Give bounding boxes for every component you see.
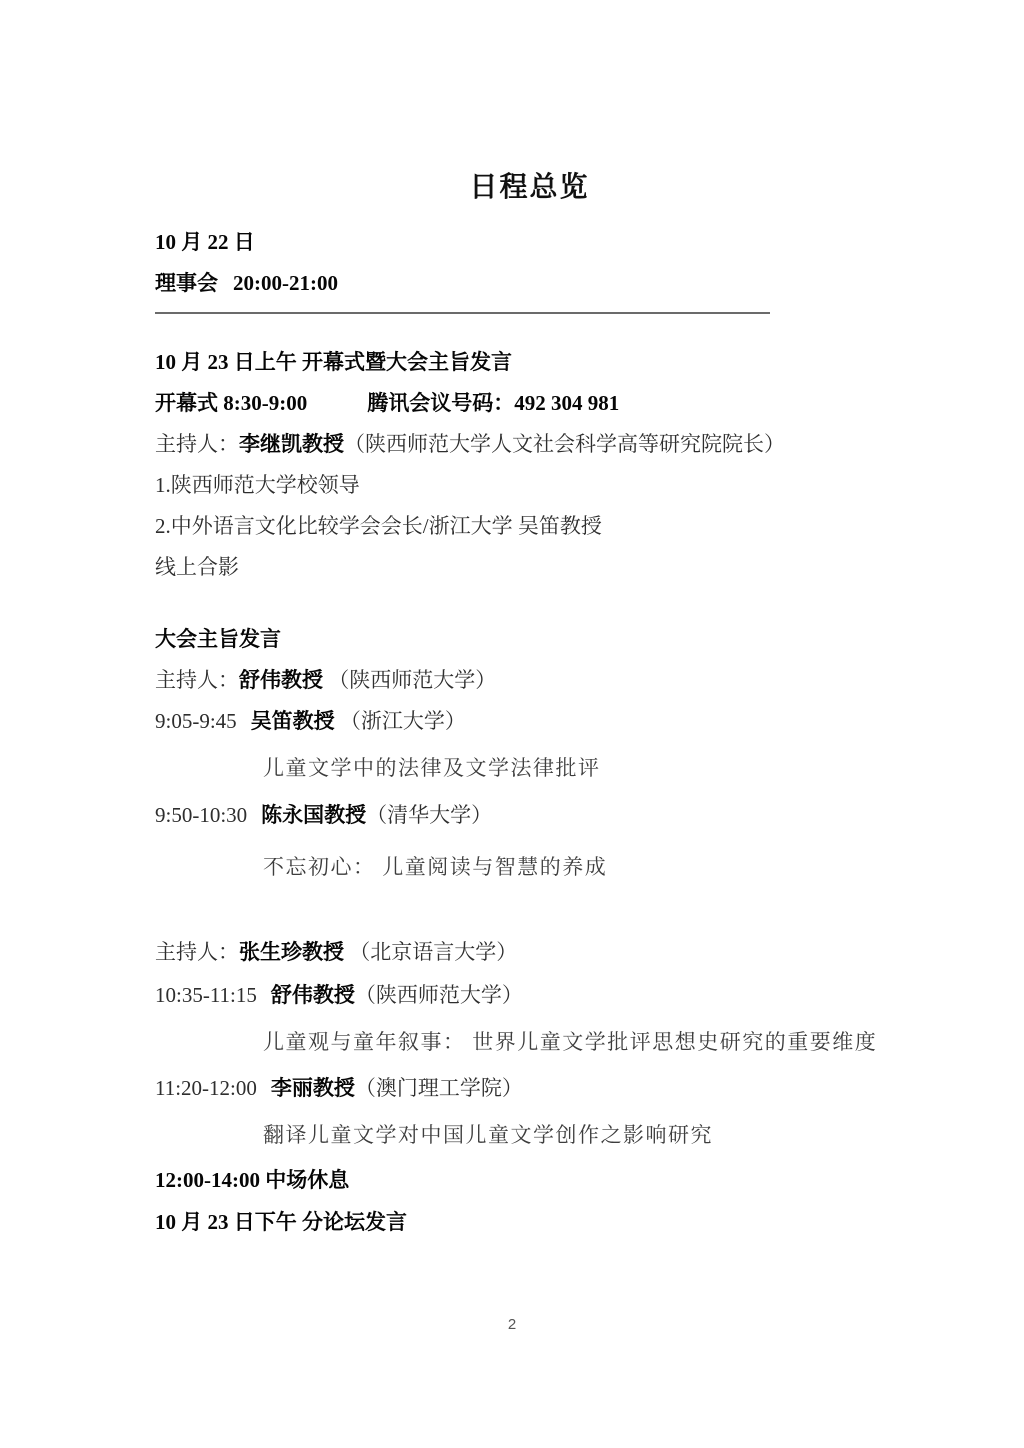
agenda-item-2: 2.中外语言文化比较学会会长/浙江大学 吴笛教授 [155, 514, 602, 538]
agenda-item-1: 1.陕西师范大学校领导 [155, 473, 360, 497]
host-name: 舒伟教授 [239, 668, 323, 692]
section-divider [155, 312, 770, 314]
talk-line [155, 701, 904, 742]
talk-time: 9:05-9:45 [155, 709, 237, 733]
host-name: 张生珍教授 [239, 940, 344, 964]
midday-break-line: 12:00-14:00 中场休息 [155, 1168, 350, 1192]
talk-line [155, 795, 904, 836]
talk-title: 儿童观与童年叙事： 世界儿童文学批评思想史研究的重要维度 [263, 1030, 878, 1054]
talk-title: 翻译儿童文学对中国儿童文学创作之影响研究 [263, 1123, 713, 1147]
council-time: 20:00-21:00 [233, 271, 338, 295]
council-label: 理事会 [155, 271, 218, 295]
talk-speaker: 李丽教授 [270, 1076, 355, 1100]
oct22-council-line [155, 263, 904, 304]
talk-time: 10:35-11:15 [155, 983, 257, 1007]
document-title: 日程总览 [469, 172, 590, 203]
talk-speaker: 吴笛教授 [250, 709, 335, 733]
talk-affiliation: （清华大学） [366, 803, 493, 827]
opening-host-line [155, 424, 904, 465]
talk-affiliation: （陕西师范大学） [354, 983, 523, 1007]
host-affiliation: （陕西师范大学人文社会科学高等研究院院长） [344, 432, 785, 456]
host-name: 李继凯教授 [239, 432, 344, 456]
oct23-afternoon-heading: 10 月 23 日下午 分论坛发言 [155, 1210, 407, 1234]
talk-title: 不忘初心： 儿童阅读与智慧的养成 [263, 855, 608, 879]
talk-time: 9:50-10:30 [155, 803, 248, 827]
host-affiliation: （北京语言大学） [344, 940, 518, 964]
talk-title: 儿童文学中的法律及文学法律批评 [263, 756, 601, 780]
opening-session-label: 开幕式 8:30-9:00 [155, 391, 308, 415]
talk-affiliation: （澳门理工学院） [354, 1076, 523, 1100]
group-photo-line: 线上合影 [155, 555, 239, 579]
talk-line [155, 1068, 904, 1109]
host-label: 主持人： [155, 668, 239, 692]
keynote-session1-host-line [155, 660, 904, 701]
talk-speaker: 舒伟教授 [270, 983, 355, 1007]
tencent-meeting-id: 腾讯会议号码：492 304 981 [367, 391, 620, 415]
keynote-heading: 大会主旨发言 [155, 627, 281, 651]
opening-session-line [155, 383, 904, 424]
host-label: 主持人： [155, 940, 239, 964]
talk-line [155, 975, 904, 1016]
page-number: 2 [507, 1316, 517, 1333]
talk-speaker: 陈永国教授 [261, 803, 367, 827]
keynote-session2-host-line [155, 932, 904, 973]
oct23-morning-heading: 10 月 23 日上午 开幕式暨大会主旨发言 [155, 350, 512, 374]
talk-time: 11:20-12:00 [155, 1076, 257, 1100]
talk-affiliation: （浙江大学） [334, 709, 466, 733]
oct22-date-heading: 10 月 22 日 [155, 230, 255, 254]
host-affiliation: （陕西师范大学） [323, 668, 497, 692]
host-label: 主持人： [155, 432, 239, 456]
